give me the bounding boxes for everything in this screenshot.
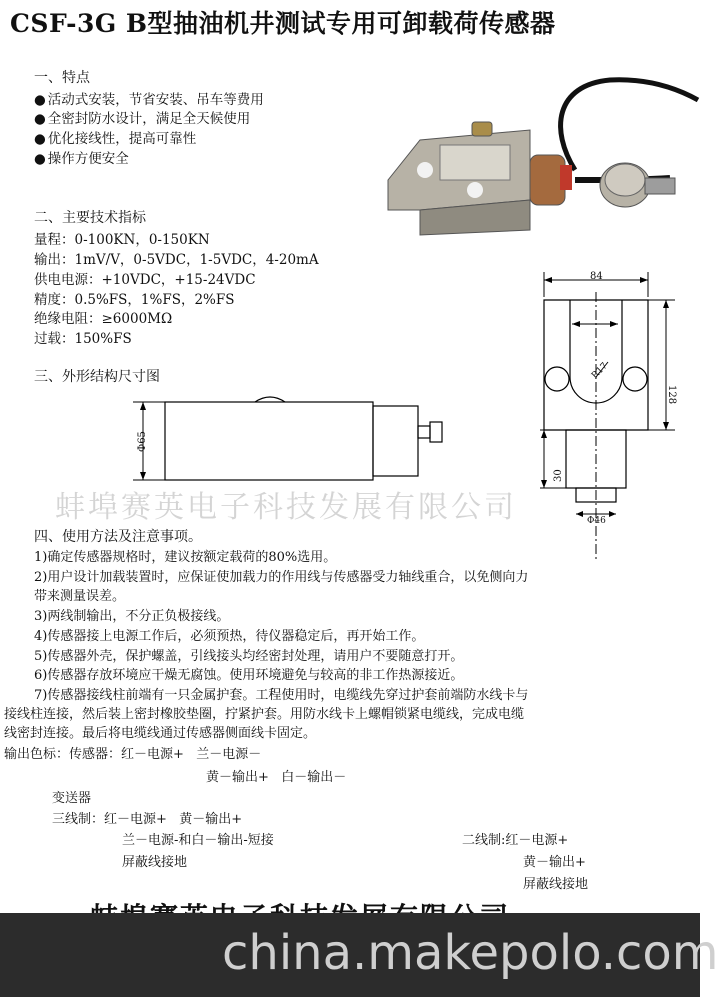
usage-line: 4)传感器接上电源工作后，必须预热，待仪器稳定后，再开始工作。: [34, 629, 425, 644]
footer-company-name: [90, 896, 510, 913]
usage-heading: 四、使用方法及注意事项。: [34, 529, 202, 545]
spec-line: 量程：0-100KN，0-150KN: [34, 232, 210, 248]
feature-item: ● 全密封防水设计，满足全天候使用: [34, 107, 250, 127]
base-label: Φ46: [587, 516, 606, 526]
front-view-drawing: [530, 262, 685, 562]
spec-line: 绝缘电阻：≥6000MΩ: [34, 311, 173, 327]
usage-line: 7)传感器接线柱前端有一只金属护套。工程使用时，电缆线先穿过护套前端防水线卡与: [34, 688, 529, 703]
usage-line: 带来测量误差。: [34, 589, 126, 604]
site-watermark: china.makepolo.com: [222, 925, 719, 981]
product-photo: [380, 70, 700, 240]
three-wire-line: 三线制：红－电源+ 黄－输出+: [52, 812, 243, 827]
radius-label: R17: [590, 361, 610, 382]
usage-line: 2)用户设计加载装置时，应保证使加载力的作用线与传感器受力轴线重合，以免侧向力: [34, 570, 529, 585]
usage-line: 线密封连接。最后将电缆线通过传感器侧面线卡固定。: [4, 726, 317, 741]
feature-item: ● 操作方便安全: [34, 147, 129, 167]
usage-line: 5)传感器外壳，保护螺盖，引线接头均经密封处理，请用户不要随意打开。: [34, 649, 464, 664]
company-watermark: 蚌埠赛英电子科技发展有限公司: [55, 490, 517, 525]
color-code-line: 输出色标：传感器：红－电源+ 兰－电源－: [4, 747, 262, 762]
neck-label: 30: [553, 469, 564, 482]
two-wire-line: 屏蔽线接地: [523, 877, 589, 892]
three-wire-line: 兰－电源-和白－输出-短接: [122, 833, 274, 848]
usage-line: 6)传感器存放环境应干燥无腐蚀。使用环境避免与较高的非工作热源接近。: [34, 668, 464, 683]
spec-line: 供电电源：+10VDC，+15-24VDC: [34, 272, 256, 288]
transmitter-label: 变送器: [52, 791, 92, 806]
feature-item: ● 活动式安装，节省安装、吊车等费用: [34, 88, 264, 108]
feature-item: ● 优化接线性，提高可靠性: [34, 127, 196, 147]
color-code-line: 黄－输出+ 白－输出－: [206, 770, 347, 785]
side-view-drawing: [125, 390, 460, 490]
two-wire-line: 黄－输出+: [523, 855, 586, 870]
spec-line: 过载：150%FS: [34, 331, 132, 347]
spec-line: 输出：1mV/V，0-5VDC，1-5VDC，4-20mA: [34, 252, 319, 268]
two-wire-line: 二线制:红－电源+: [462, 833, 569, 848]
dimensions-heading: 三、外形结构尺寸图: [34, 369, 160, 385]
height-label: 128: [666, 385, 677, 405]
width-label: 84: [590, 271, 603, 282]
page-title: CSF-3G B型抽油机井测试专用可卸载荷传感器: [10, 9, 556, 38]
diameter-label: Φ65: [137, 431, 148, 452]
usage-line: 1)确定传感器规格时，建议按额定载荷的80%选用。: [34, 550, 337, 565]
usage-line: 接线柱连接，然后装上密封橡胶垫圈，拧紧护套。用防水线卡上螺帽锁紧电缆线，完成电缆: [4, 707, 525, 722]
usage-line: 3)两线制输出，不分正负极接线。: [34, 609, 230, 624]
spec-line: 精度：0.5%FS，1%FS，2%FS: [34, 292, 235, 308]
specs-heading: 二、主要技术指标: [34, 210, 146, 226]
three-wire-line: 屏蔽线接地: [122, 855, 188, 870]
features-heading: 一、特点: [34, 70, 90, 86]
